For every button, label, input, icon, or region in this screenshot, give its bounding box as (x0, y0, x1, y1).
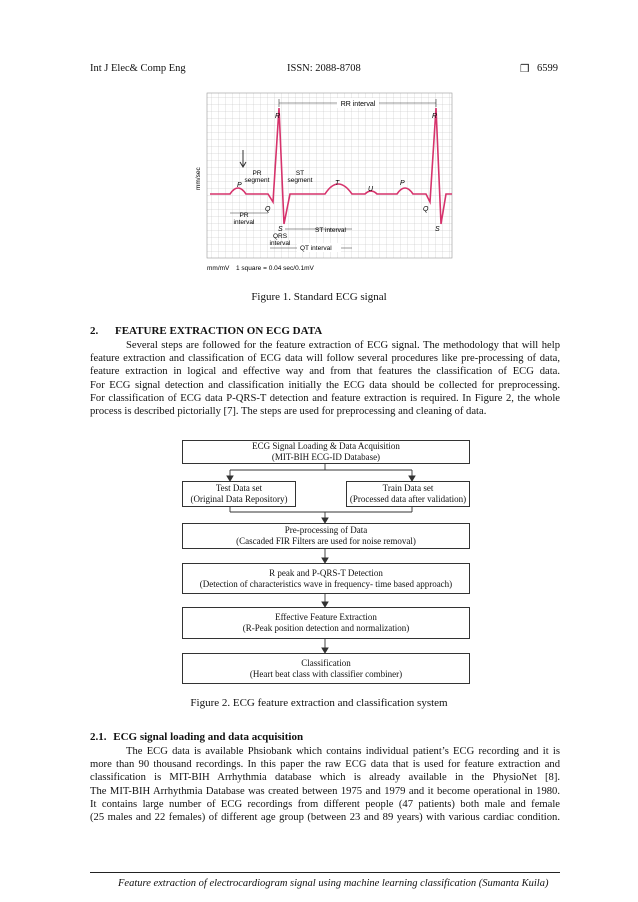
r-label-right: R (432, 113, 438, 120)
box-subtitle: (Original Data Repository) (190, 494, 288, 504)
box-title: ECG Signal Loading & Data Acquisition (252, 441, 400, 451)
box-subtitle: (MIT-BIH ECG-ID Database) (271, 452, 381, 462)
flow-box-detection (182, 563, 470, 594)
paragraph-line: process is described pictorially [7]. The steps are used for preprocessing and cleaning of data. (90, 406, 487, 418)
flow-box-test-data (182, 481, 296, 507)
section21-title: ECG signal loading and data acquisition (113, 731, 304, 743)
scale-note: 1 square = 0.04 sec/0.1mV (236, 265, 314, 272)
flow-box-data-acquisition (182, 440, 470, 464)
flow-box-feature-extraction (182, 607, 470, 639)
pr-interval-label-2: interval (233, 219, 255, 226)
qrs-interval-label-1: QRS (272, 233, 288, 240)
pr-segment-label-2: segment (244, 177, 270, 184)
paragraph-line: (25 males and 22 females) of different age group (between 23 and 89 years) with various cardiac condition. (90, 812, 560, 824)
scale-unit: mm/mV (207, 265, 230, 272)
p-label-left: P (237, 182, 242, 189)
paragraph-line: feature extraction in logical and effective way and from that features the classification of ECG data. (90, 366, 560, 378)
box-title: R peak and P-QRS-T Detection (269, 567, 383, 578)
box-title: Test Data set (215, 483, 263, 493)
section2-title: FEATURE EXTRACTION ON ECG DATA (115, 325, 323, 337)
p-label-right: P (400, 180, 405, 187)
st-segment-label-1: ST (295, 170, 305, 177)
box-subtitle: (Cascaded FIR Filters are used for noise removal) (236, 536, 416, 546)
paragraph-line: classification is MIT-BIH Arrhythmia database which is already available in the PhysioNet [8]. (90, 772, 560, 784)
box-subtitle: (Detection of characteristics wave in frequency- time based approach) (199, 578, 453, 589)
footer-rule (90, 872, 560, 873)
section21-heading (90, 731, 303, 743)
flow-box-preprocessing (182, 523, 470, 549)
running-footer: Feature extraction of electrocardiogram signal using machine learning classification (Sumanta Kuila) (118, 878, 549, 889)
bullet-icon: ❒ (520, 64, 530, 75)
box-subtitle: (Heart beat class with classifier combiner) (249, 668, 403, 679)
q-label-right: Q (423, 206, 429, 213)
qt-interval-label: QT interval (300, 245, 332, 252)
paragraph-line: It contains large number of ECG recordings from different people (47 patients) both male and female (90, 798, 560, 810)
u-label: U (368, 186, 374, 193)
st-interval-label: ST interval (315, 227, 346, 234)
box-title: Classification (301, 657, 351, 668)
paragraph-line: For classification of ECG data P-QRS-T detection and feature extraction is required. In Figure 2, the whole (90, 392, 560, 404)
qrs-interval-label-2: interval (269, 240, 291, 247)
paragraph-line: Several steps are followed for the feature extraction of ECG signal. The methodology that will help (126, 340, 560, 351)
section21-paragraph (90, 745, 560, 824)
section2-number: 2. (90, 325, 99, 337)
section21-number: 2.1. (90, 731, 107, 743)
figure1-caption: Figure 1. Standard ECG signal (251, 291, 387, 303)
paragraph-line: The ECG data is available Phsiobank which contains individual patient’s ECG recording and it is (126, 746, 560, 757)
box-title: Train Data set (382, 483, 434, 493)
box-title: Pre-processing of Data (284, 525, 368, 535)
pr-interval-label-1: PR (239, 212, 249, 219)
box-subtitle: (Processed data after validation) (349, 494, 467, 504)
flow-box-classification (182, 653, 470, 684)
st-segment-label-2: segment (287, 177, 313, 184)
page-number: 6599 (537, 63, 558, 74)
box-title: Effective Feature Extraction (275, 612, 377, 622)
y-axis-label: mm/sec (195, 167, 202, 190)
t-label: T (335, 180, 340, 187)
paragraph-line: The MIT-BIH Arrhythmia Database was created between 1975 and 1979 and it become operational in 1980. (90, 785, 560, 797)
box-subtitle: (R-Peak position detection and normalization) (242, 623, 410, 633)
paragraph-line: more than 90 thousand recordings. In this paper the raw ECG data that is used for feature extraction and (90, 759, 560, 771)
paragraph-line: feature extraction and classification of ECG data will follow several procedures like pre-processing of data, (90, 353, 560, 365)
rr-interval-label: RR interval (340, 101, 376, 108)
q-label-left: Q (265, 206, 271, 213)
s-label-right: S (435, 226, 440, 233)
journal-name: Int J Elec& Comp Eng (90, 63, 186, 74)
s-label-left: S (278, 226, 283, 233)
paragraph-line: For ECG signal detection and classification initially the ECG data should be collected for preprocessing. (90, 379, 560, 391)
issn: ISSN: 2088-8708 (287, 63, 361, 74)
figure2-caption: Figure 2. ECG feature extraction and classification system (190, 697, 448, 709)
pr-segment-label-1: PR (252, 170, 262, 177)
flow-box-train-data (346, 481, 470, 507)
r-label-left: R (275, 113, 281, 120)
